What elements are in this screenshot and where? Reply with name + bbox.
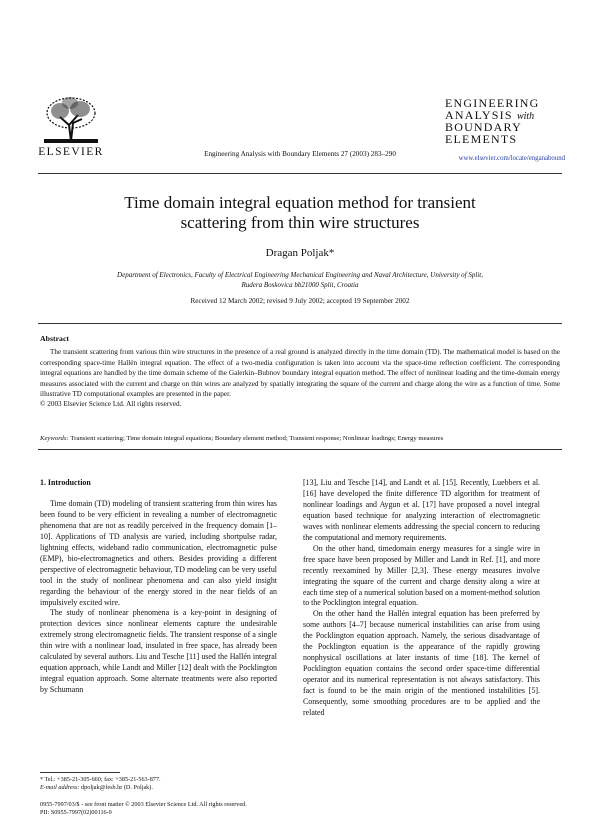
brand-line-1: ENGINEERING (445, 96, 540, 110)
header-rule (38, 173, 562, 174)
footnote (40, 776, 277, 793)
issn-line: 0955-7997/03/$ - see front matter © 2003 Elsevier Science Ltd. All rights reserved. (40, 801, 247, 808)
abstract-copyright: © 2003 Elsevier Science Ltd. All rights reserved. (40, 400, 182, 409)
paragraph: [13], Liu and Tesche [14], and Landt et al. [15]. Recently, Luebbers et al. [16] have developed the finite difference TD algorithm for treatment of nonlinear loadings and Aygun et al. [17] have proposed a novel integral equation based technique for analyzing interaction of electromagnetic waves with nonlinear elements addressing the special concern to reducing the computational and memory requirements. (303, 478, 540, 542)
title-line-2: scattering from thin wire structures (180, 213, 420, 232)
journal-brand (445, 98, 565, 145)
email-value[interactable]: dpoljak@fesb.hr (D. Poljak). (81, 784, 153, 792)
keywords-label: Keywords: (40, 435, 69, 442)
journal-citation: Engineering Analysis with Boundary Elements 27 (2003) 283–290 (204, 150, 396, 158)
affiliation (40, 270, 560, 290)
paragraph: On the other hand the Hallén integral equation has been preferred by some authors [4–7] because numerical instabilities can arise from using the Pocklington equation approach. Namely, the serious disadvantage of the Pocklington equation is the appearance of the rapidly growing nonphysical oscillations at later instants of time [18]. The kernel of Pocklington equation contains the second order space-time differential operator and its numerical representation is not always satisfactory. This fact is found to be the main origin of the mentioned instabilities [5]. Consequently, some smoothing procedures are to be applied and the related (303, 609, 540, 718)
affiliation-line-1: Department of Electronics, Faculty of Electrical Engineering Mechanical Engineering and Naval Architecture, University of Split, (117, 271, 483, 279)
brand-line-2b: with (516, 110, 535, 122)
received-dates: Received 12 March 2002; revised 9 July 2002; accepted 19 September 2002 (190, 297, 410, 305)
author: Dragan Poljak* (265, 247, 335, 259)
left-column (40, 478, 277, 696)
keywords (40, 434, 560, 444)
elsevier-tree-icon (38, 95, 104, 145)
brand-line-4: ELEMENTS (445, 131, 518, 146)
section-heading: 1. Introduction (40, 478, 91, 487)
elsevier-logo (38, 95, 104, 157)
keywords-text: Transient scattering; Time domain integral equations; Boundary element method; Transient response; Nonlinear loadings; Energy measures (70, 435, 444, 442)
journal-url-link[interactable]: www.elsevier.com/locate/enganabound (458, 155, 565, 162)
keywords-rule (38, 449, 562, 450)
title-line-1: Time domain integral equation method for transient (124, 193, 476, 212)
footnote-contact: * Tel.: +385-21-305-660; fax: +385-21-563-877. (40, 776, 161, 783)
brand-line-2a: ANALYSIS (445, 107, 513, 122)
abstract-heading: Abstract (40, 334, 70, 343)
pii-line: PII: S0955-7997(02)00116-9 (40, 809, 112, 817)
paper-title (0, 193, 600, 233)
abstract-text: The transient scattering from various thin wire structures in the presence of a real ground is analyzed directly in the time domain (TD). The mathematical model is based on the corresponding space-time Hallén integral equation. The effect of a two-media configuration is taken into account via the space-time reflection coefficient. The corresponding integral equations are handled by the time domain scheme of the Galerkin–Bubnov boundary integral equation method. The effect of nonlinear loading and the time-domain energy measures associated with the current and charge on thin wires are analyzed by spatially integrating the square of the current and charge along the wire as a function of time. Some illustrative TD computational examples are presented in the paper. (40, 348, 560, 399)
abstract-rule (38, 323, 562, 324)
email-label: E-mail address: (40, 784, 80, 792)
publisher-name: ELSEVIER (38, 146, 104, 158)
right-column (303, 478, 540, 719)
front-matter-footer (40, 801, 440, 818)
abstract (40, 334, 560, 410)
footnote-email (40, 784, 277, 792)
brand-line-3: BOUNDARY (445, 120, 522, 134)
paragraph: On the other hand, timedomain energy measures for a single wire in free space have been proposed by Miller and Landt in Ref. [1], and more recently reexamined by Miller [2,3]. These energy measures involve integrating the square of the current and charge density along a wire at each time step of a numerical solution based on a moment-method solution to the Pocklington integral equation. (303, 543, 540, 608)
affiliation-line-2: Rudera Boskovica bb21000 Split, Croatia (241, 281, 359, 289)
footnote-rule (40, 772, 120, 773)
paragraph: The study of nonlinear phenomena is a key-point in designing of protection devices since nonlinear elements capture the undesirable extremely strong electromagnetic fields. The transient response of a single thin wire with a nonlinear load, insulated in free space, has already been calculated by several authors. Liu and Tesche [11] used the Hallén integral equation approach, while Landt and Miller [12] dealt with the Pocklington integral equation approach. Some alternate treatments were also reported by Schumann (40, 608, 277, 695)
paragraph: Time domain (TD) modeling of transient scattering from thin wires has been found to be very efficient in revealing a number of electromagnetic phenomena that are not as readily perceived in the frequency domain [1–10]. Applications of TD analysis are varied, including shortpulse radar, lightning effects, wideband radio communication, electromagnetic pulse (EMP), bio-electromagnetics and others. Besides providing a different perspective of electromagnetic behaviour, TD modeling can be very useful tool in the study of nonlinear phenomena and can also yield insight regarding the behaviour of the energy stored in the near fields of an impulsively excited wire. (40, 498, 277, 607)
